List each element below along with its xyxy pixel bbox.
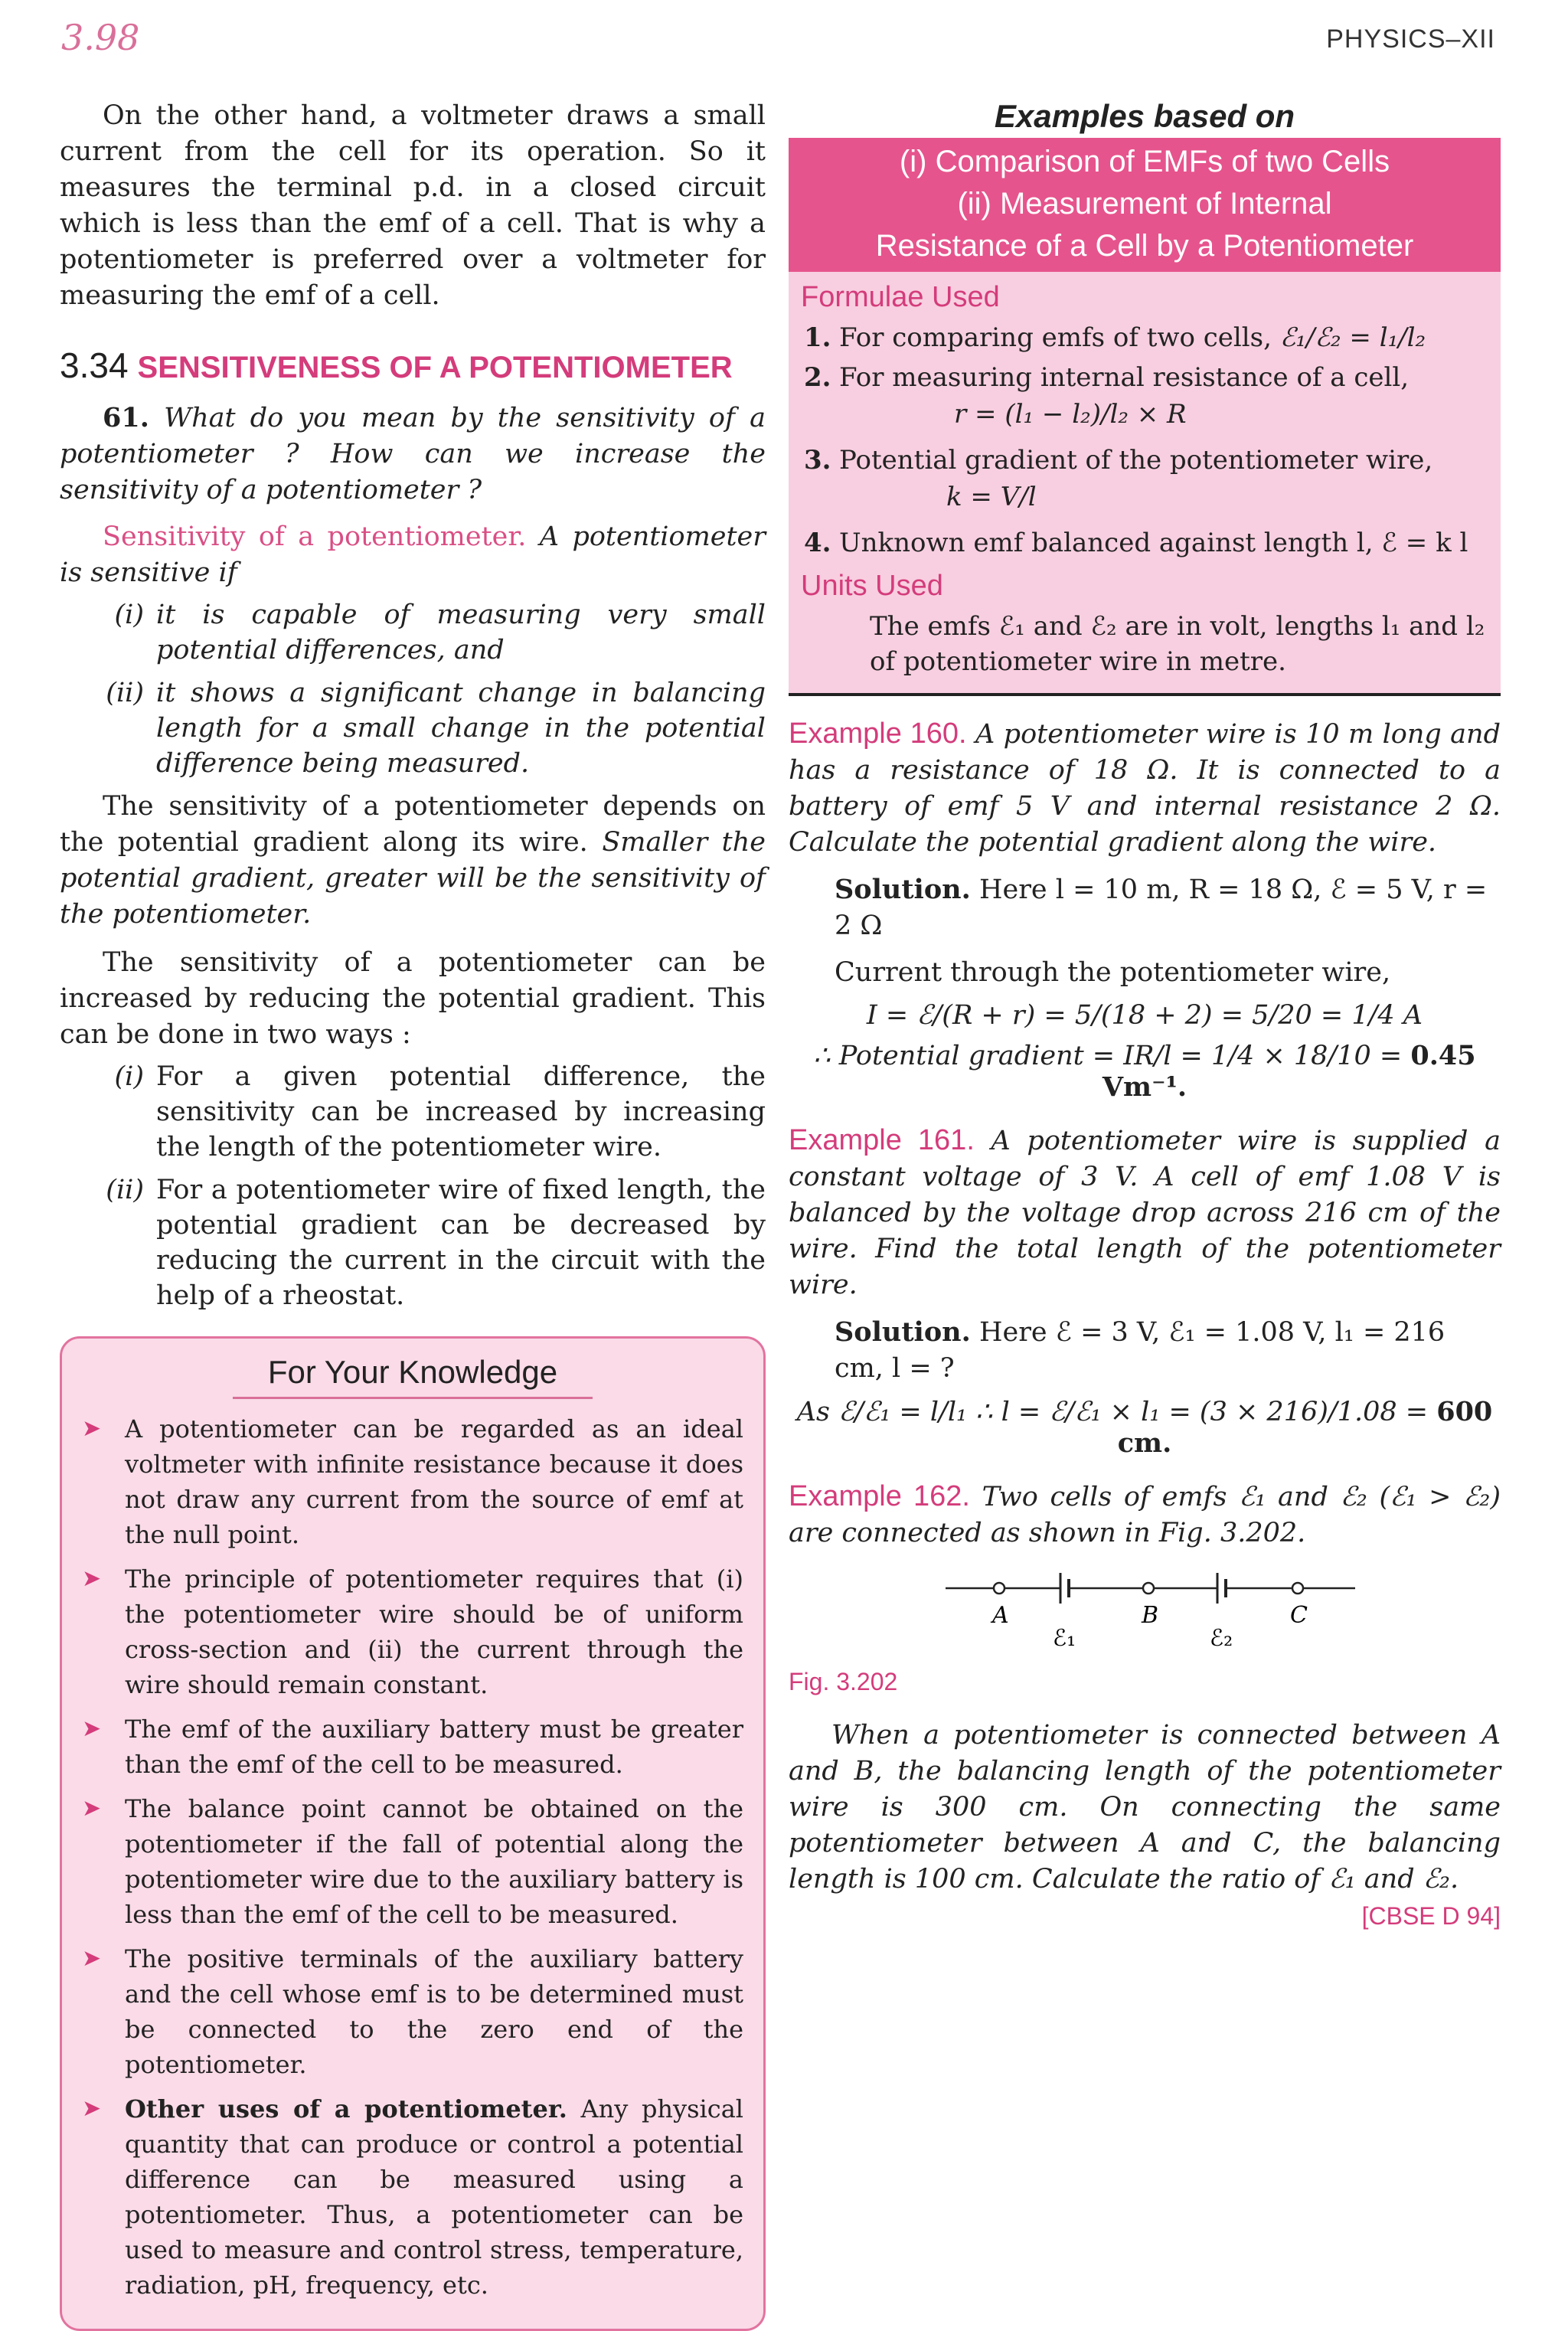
list-item	[96, 1059, 766, 1165]
formula-item	[804, 360, 1485, 438]
banner-line: (ii) Measurement of Internal	[957, 187, 1332, 221]
banner-line: (i) Comparison of EMFs of two Cells	[899, 145, 1390, 178]
knowledge-item	[82, 1791, 743, 1932]
arrow-icon: ➤	[82, 1945, 102, 1972]
source-reference: [CBSE D 94]	[1361, 1902, 1501, 1930]
terminal-a	[994, 1583, 1004, 1594]
list-text: For a potentiometer wire of fixed length, the potential gradient can be decreased by reducing the current in the circuit with the help of a rheostat.	[156, 1175, 766, 1311]
units-text: The emfs ℰ₁ and ℰ₂ are in volt, lengths l₁ and l₂ of potentiometer wire in metre.	[870, 611, 1485, 677]
knowledge-item	[82, 1411, 743, 1552]
example-question: A potentiometer wire is 10 m long and has a resistance of 18 Ω. It is connected to a battery of emf 5 V and internal resistance 2 Ω. Calculate the potential gradient along the wire.	[789, 719, 1501, 858]
list-item	[96, 675, 766, 781]
knowledge-bold: Other uses of a potentiometer.	[125, 2094, 567, 2123]
arrow-icon: ➤	[82, 1565, 102, 1592]
label-c: C	[1290, 1602, 1308, 1629]
knowledge-text: The principle of potentiometer requires that (i) the potentiometer wire should be of uniform cross-section and (ii) the current through the wire should remain constant.	[125, 1564, 743, 1699]
equation-current: I = ℰ/(R + r) = 5/(18 + 2) = 5/20 = 1/4 A	[866, 1000, 1423, 1031]
formula-text: Potential gradient of the potentiometer wire,	[839, 445, 1433, 476]
formula-text: For comparing emfs of two cells,	[839, 322, 1272, 353]
formula-expression: ℰ₁/ℰ₂ = l₁/l₂	[1279, 322, 1426, 353]
section-number: 3.34	[60, 345, 129, 385]
example-label: Example 160.	[789, 718, 967, 750]
example-label: Example 161.	[789, 1124, 975, 1156]
label-b: B	[1142, 1602, 1159, 1629]
question-text: What do you mean by the sensitivity of a potentiometer ? How can we increase the sensitivity of a potentiometer ?	[60, 403, 766, 505]
knowledge-text: The positive terminals of the auxiliary battery and the cell whose emf is to be determined must be connected to the zero end of the potentiometer.	[125, 1944, 743, 2079]
question-61	[60, 400, 766, 508]
increase-paragraph: The sensitivity of a potentiometer can be increased by reducing the potential gradient. This can be done in two ways :	[60, 947, 766, 1050]
list-marker: (ii)	[106, 1175, 144, 1205]
knowledge-box	[60, 1336, 766, 2331]
ways-list	[96, 1059, 766, 1313]
terminal-c	[1292, 1583, 1303, 1594]
list-marker: (ii)	[106, 678, 144, 708]
examples-banner	[789, 138, 1501, 272]
units-heading: Units Used	[801, 570, 943, 602]
equation-gradient	[789, 1040, 1501, 1103]
equation-result: 600 cm.	[1117, 1396, 1493, 1459]
formula-item	[804, 443, 1485, 521]
formulae-heading: Formulae Used	[801, 281, 1000, 313]
knowledge-text: A potentiometer can be regarded as an ideal voltmeter with infinite resistance because it does not draw any current from the source of emf at the null point.	[125, 1414, 743, 1549]
knowledge-text	[125, 2091, 743, 2303]
para2-plain: The sensitivity of a potentiometer depends on the potential gradient along its wire.	[60, 791, 766, 858]
question-number: 61.	[103, 402, 149, 433]
circuit-figure	[789, 1565, 1501, 1660]
circuit-diagram	[789, 1565, 1501, 1657]
formula-marker: 1.	[804, 322, 831, 353]
section-title: SENSITIVENESS OF A POTENTIOMETER	[137, 351, 733, 384]
equation-length	[789, 1396, 1501, 1459]
formula-marker: 3.	[804, 445, 831, 476]
solution-160	[835, 871, 1501, 944]
example-161	[789, 1123, 1501, 1303]
arrow-icon: ➤	[82, 1715, 102, 1742]
equation-lhs: ∴ Potential gradient = IR/l = 1/4 × 18/10 =	[813, 1041, 1403, 1071]
list-text: it shows a significant change in balancing length for a small change in the potential difference being measured.	[156, 678, 766, 779]
label-e1: ℰ₁	[1053, 1625, 1076, 1652]
section-heading	[60, 345, 766, 386]
knowledge-text: The emf of the auxiliary battery must be greater than the emf of the cell to be measured.	[125, 1715, 743, 1779]
formula-expression: r = (l₁ − l₂)/l₂ × R	[954, 399, 1187, 430]
figure-label: Fig. 3.202	[789, 1668, 898, 1695]
solution-161	[835, 1314, 1501, 1387]
formula-item	[804, 320, 1485, 355]
list-marker: (i)	[114, 600, 144, 630]
left-column	[60, 98, 766, 2331]
knowledge-item	[82, 2091, 743, 2303]
terminal-b	[1143, 1583, 1154, 1594]
divider	[233, 1397, 593, 1399]
definition-label: Sensitivity of a potentiometer.	[103, 521, 527, 552]
example-160	[789, 716, 1501, 861]
formula-box	[789, 138, 1501, 696]
solution-given: Here l = 10 m, R = 18 Ω, ℰ = 5 V, r = 2 Ω	[835, 875, 1488, 941]
right-column	[789, 98, 1501, 1931]
formula-marker: 2.	[804, 362, 831, 393]
knowledge-title: For Your Knowledge	[267, 1354, 558, 1390]
example-label: Example 162.	[789, 1480, 970, 1512]
knowledge-text: The balance point cannot be obtained on the potentiometer if the fall of potential along the potentiometer wire due to the auxiliary battery is less than the emf of the cell to be measured.	[125, 1794, 743, 1929]
example-question: Two cells of emfs ℰ₁ and ℰ₂ (ℰ₁ > ℰ₂) are connected as shown in Fig. 3.202.	[789, 1482, 1501, 1548]
formula-text: For measuring internal resistance of a cell,	[839, 362, 1410, 393]
intro-paragraph: On the other hand, a voltmeter draws a small current from the cell for its operation. So it measures the terminal p.d. in a closed circuit which is less than the emf of a cell. That is why a potentiometer is preferred over a voltmeter for measuring the emf of a cell.	[60, 100, 766, 311]
list-text: it is capable of measuring very small potential differences, and	[156, 600, 766, 665]
list-item	[96, 597, 766, 668]
conditions-list	[96, 597, 766, 781]
para2-italic: Smaller the potential gradient, greater will be the sensitivity of the potentiometer.	[60, 827, 766, 930]
sensitivity-paragraph	[60, 789, 766, 933]
formula-marker: 4.	[804, 528, 831, 558]
example-question: A potentiometer wire is supplied a constant voltage of 3 V. A cell of emf 1.08 V is balanced by the voltage drop across 216 cm of the wire. Find the total length of the potentiometer wire.	[789, 1126, 1501, 1300]
definition	[60, 519, 766, 591]
example-162-text: When a potentiometer is connected between A and B, the balancing length of the potentiometer wire is 300 cm. On connecting the same potentiometer between A and C, the balancing length is 100 cm. Calculate the ratio of ℰ₁ and ℰ₂.	[789, 1720, 1501, 1895]
solution-line: Current through the potentiometer wire,	[835, 957, 1391, 988]
banner-line: Resistance of a Cell by a Potentiometer	[875, 229, 1414, 263]
knowledge-item	[82, 1711, 743, 1782]
example-162	[789, 1479, 1501, 1551]
formula-text: Unknown emf balanced against length l, ℰ = k l	[839, 528, 1468, 558]
solution-label: Solution.	[835, 874, 971, 905]
knowledge-item	[82, 1941, 743, 2082]
running-head: PHYSICS–XII	[1326, 25, 1495, 54]
equation-result: 0.45 Vm⁻¹.	[1102, 1040, 1476, 1103]
label-e2: ℰ₂	[1210, 1625, 1233, 1652]
arrow-icon: ➤	[82, 1415, 102, 1442]
list-marker: (i)	[114, 1061, 144, 1092]
solution-label: Solution.	[835, 1316, 971, 1348]
knowledge-item	[82, 1561, 743, 1702]
formula-expression: k = V/l	[946, 482, 1037, 512]
list-text: For a given potential difference, the sensitivity can be increased by increasing the length of the potentiometer wire.	[156, 1061, 766, 1162]
arrow-icon: ➤	[82, 1795, 102, 1822]
knowledge-last-text: Any physical quantity that can produce or control a potential difference can be measured using a potentiometer. Thus, a potentiometer can be used to measure and control stress, temperature, radiation, pH, frequency, etc.	[125, 2094, 744, 2300]
arrow-icon: ➤	[82, 2095, 102, 2122]
label-a: A	[992, 1602, 1009, 1629]
list-item	[96, 1172, 766, 1313]
examples-title: Examples based on	[994, 98, 1295, 134]
solution-given: Here ℰ = 3 V, ℰ₁ = 1.08 V, l₁ = 216 cm, l = ?	[835, 1317, 1446, 1384]
equation-lhs: As ℰ/ℰ₁ = l/l₁ ∴ l = ℰ/ℰ₁ × l₁ = (3 × 216)/1.08 =	[796, 1397, 1429, 1427]
page-number: 3.98	[61, 17, 140, 58]
formula-item	[804, 525, 1485, 561]
definition-text: A potentiometer is sensitive if	[60, 521, 766, 588]
